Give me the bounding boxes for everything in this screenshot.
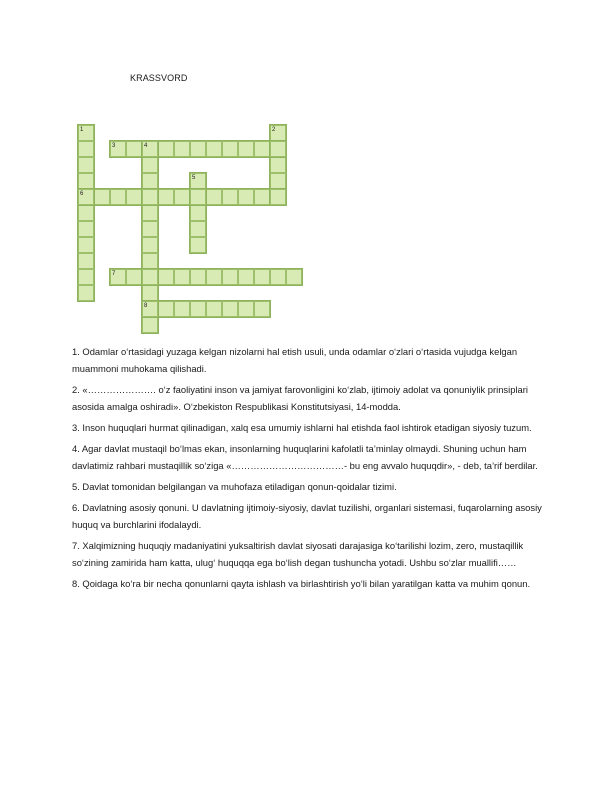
clue-number-7: 7 [112,271,116,277]
crossword-cell[interactable] [78,221,94,237]
crossword-cell[interactable] [78,237,94,253]
crossword-cell[interactable] [78,205,94,221]
crossword-cell[interactable] [142,221,158,237]
crossword-cell[interactable] [190,269,206,285]
crossword-cell[interactable] [174,141,190,157]
clue-3: 3. Inson huquqlari hurmat qilinadigan, xalq esa umumiy ishlarni hal etishda faol ishtirok etadigan siyosiy tuzum. [72,422,532,433]
crossword-cell[interactable] [206,269,222,285]
clue-number-2: 2 [272,127,276,133]
crossword-cell[interactable] [78,253,94,269]
clue-8: 8. Qoidaga ko‘ra bir necha qonunlarni qayta ishlash va birlashtirish yo‘li bilan yaratilgan katta va muhim qonun. [72,578,531,589]
crossword-cell[interactable] [158,269,174,285]
clue-number-3: 3 [112,143,116,149]
crossword-cell[interactable] [270,157,286,173]
crossword-cell[interactable] [270,269,286,285]
crossword-cell[interactable] [190,141,206,157]
crossword-cell[interactable] [190,221,206,237]
crossword-cell[interactable] [238,189,254,205]
crossword-cell[interactable] [238,141,254,157]
crossword-cell[interactable] [270,173,286,189]
clue-5: 5. Davlat tomonidan belgilangan va muhofaza etiladigan qonun-qoidalar tizimi. [72,481,397,492]
crossword-cell[interactable] [270,141,286,157]
clue-number-1: 1 [80,127,84,133]
crossword-cell[interactable] [286,269,302,285]
clue-list [72,343,542,596]
clue-number-6: 6 [80,191,84,197]
crossword-cell[interactable] [222,269,238,285]
crossword-cell[interactable] [254,141,270,157]
crossword-cell[interactable] [78,269,94,285]
crossword-cell[interactable] [206,301,222,317]
clue-4: 4. Agar davlat mustaqil bo‘lmas ekan, insonlarning huquqlarini kafolatli ta’minlay olmaydi. Shuning uchun ham davlatimiz rahbari mustaqillik so‘ziga «………………………………- bu eng avvalo huquqdir», - deb, ta’rif berdilar. [72,443,538,471]
crossword-cell[interactable] [78,141,94,157]
crossword-cell[interactable] [142,189,158,205]
crossword-cell[interactable] [222,141,238,157]
crossword-cell[interactable] [142,237,158,253]
crossword-cell[interactable] [174,189,190,205]
crossword-cell[interactable] [206,189,222,205]
crossword-cell[interactable] [270,189,286,205]
crossword-cell[interactable] [222,301,238,317]
crossword-cell[interactable] [126,141,142,157]
crossword-cell[interactable] [190,237,206,253]
clue-number-5: 5 [192,175,196,181]
clue-1: 1. Odamlar o‘rtasidagi yuzaga kelgan nizolarni hal etish usuli, unda odamlar o‘zlari o‘rtasida vujudga kelgan muammoni muhokama qilishadi. [72,346,518,374]
crossword-cell[interactable] [158,189,174,205]
crossword-grid [0,0,612,320]
clue-7: 7. Xalqimizning huquqiy madaniyatini yuksaltirish davlat siyosati darajasiga ko‘tarilishi lozim, zero, mustaqillik so‘zining zamirida ham katta, ulug‘ huquqqa ega bo‘lish degan tushuncha yotadi. Ushbu so‘zlar muallifi…… [72,540,524,568]
page-title: KRASSVORD [130,73,188,83]
crossword-cell[interactable] [78,285,94,301]
crossword-cell[interactable] [142,269,158,285]
crossword-cell[interactable] [78,157,94,173]
crossword-cell[interactable] [142,253,158,269]
crossword-cell[interactable] [142,205,158,221]
crossword-cell[interactable] [222,189,238,205]
crossword-cell[interactable] [190,189,206,205]
crossword-cell[interactable] [142,157,158,173]
crossword-cell[interactable] [190,205,206,221]
crossword-cell[interactable] [142,317,158,333]
crossword-cell[interactable] [254,269,270,285]
crossword-cell[interactable] [238,269,254,285]
crossword-cell[interactable] [254,189,270,205]
crossword-cell[interactable] [94,189,110,205]
crossword-cell[interactable] [110,189,126,205]
clue-number-8: 8 [144,303,148,309]
crossword-cell[interactable] [158,301,174,317]
crossword-cell[interactable] [174,269,190,285]
crossword-cell[interactable] [126,269,142,285]
crossword-cell[interactable] [254,301,270,317]
clue-number-4: 4 [144,143,148,149]
clue-6: 6. Davlatning asosiy qonuni. U davlatning ijtimoiy-siyosiy, davlat tuzilishi, organlari sistemasi, fuqarolarning asosiy huquq va burchlarini ifodalaydi. [72,502,542,530]
crossword-cell[interactable] [206,141,222,157]
crossword-cell[interactable] [126,189,142,205]
crossword-cell[interactable] [238,301,254,317]
crossword-cell[interactable] [190,301,206,317]
crossword-cell[interactable] [174,301,190,317]
crossword-cell[interactable] [142,285,158,301]
clue-2: 2. «…………………. o‘z faoliyatini inson va jamiyat farovonligini ko‘zlab, ijtimoiy adolat va qonuniylik prinsiplari asosida amalga oshiradi». O‘zbekiston Respublikasi Konstitutsiyasi, 14-modda. [72,384,528,412]
crossword-cell[interactable] [142,173,158,189]
crossword-cell[interactable] [78,173,94,189]
crossword-cell[interactable] [158,141,174,157]
